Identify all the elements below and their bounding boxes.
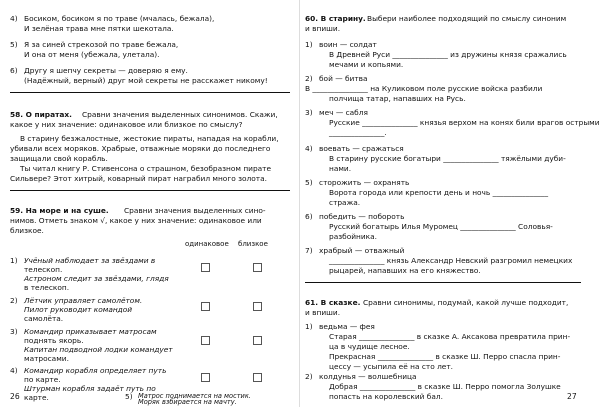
sentence-line: В старину русские богатыри _______________ тяжёлыми дуби- xyxy=(329,154,566,163)
synonym-pair: храбрый — отважный xyxy=(319,246,405,255)
exercise-61-title: 61. В сказке. xyxy=(305,298,361,307)
sentence-line: матросами. xyxy=(24,354,69,363)
sentence-line: телескоп. xyxy=(24,265,63,274)
page-spine xyxy=(299,0,300,407)
item-number: 5) xyxy=(10,40,18,49)
column-header-close: близкое xyxy=(238,240,268,248)
synonym-pair: воевать — сражаться xyxy=(319,144,404,153)
section-divider xyxy=(10,190,290,191)
sentence-line: Я за синей стрекозой по траве бежала, xyxy=(24,40,179,49)
exercise-58-text: Сильвере? Этот хитрый, коварный пират награбил много золота. xyxy=(10,174,267,183)
item-number: 4) xyxy=(10,366,18,375)
sentence-line: В Древней Руси _______________ из дружины князя сражались xyxy=(329,50,567,59)
sentence-line: полчища татар, напавших на Русь. xyxy=(329,94,466,103)
item-number: 4) xyxy=(305,144,313,153)
checkbox-close[interactable] xyxy=(253,263,262,272)
item-number: 1) xyxy=(10,256,18,265)
sentence-line: самолёта. xyxy=(24,314,64,323)
sentence-line: И зелёная трава мне пятки шекотала. xyxy=(24,24,174,33)
sentence-line: Штурман корабля задаёт путь по xyxy=(24,384,156,393)
page-number: 27 xyxy=(567,392,577,401)
exercise-58-text: В старину безжалостные, жестокие пираты, нападая на корабли, xyxy=(20,134,279,143)
exercise-60-task: и впиши. xyxy=(305,24,341,33)
sentence-line: _______________. xyxy=(329,128,387,137)
sentence-line: Капитан подводной лодки командует xyxy=(24,345,173,354)
exercise-58-task: Сравни значения выделенных синонимов. Скажи, xyxy=(82,110,278,119)
exercise-59-title: 59. На море и на суше. xyxy=(10,206,109,215)
item-number: 6) xyxy=(10,66,18,75)
sentence-line: Прекрасная _______________ в сказке Ш. Перро спасла прин- xyxy=(329,352,561,361)
item-number: 2) xyxy=(305,372,313,381)
checkbox-same[interactable] xyxy=(201,373,210,382)
item-number: 5) xyxy=(305,178,313,187)
sentence-line: Астроном следит за звёздами, глядя xyxy=(24,274,169,283)
exercise-58-title: 58. О пиратах. xyxy=(10,110,72,119)
page-number: 26 xyxy=(10,392,20,401)
sentence-line: (Надёжный, верный) друг мой секреты не расскажет никому! xyxy=(24,76,268,85)
synonym-pair: колдунья — волшебница xyxy=(319,372,417,381)
exercise-58-task: какое у них значение: одинаковое или близкое по смыслу? xyxy=(10,120,243,129)
sentence-line: Другу я шепчу секреты — доверяю я ему. xyxy=(24,66,188,75)
sentence-line: цессу — усыпила её на сто лет. xyxy=(329,362,453,371)
right-page xyxy=(305,0,600,407)
sentence-line: Старая _______________ в сказке А. Аксакова превратила прин- xyxy=(329,332,571,341)
sentence-line: попасть на королевский бал. xyxy=(329,392,443,401)
item-number: 2) xyxy=(305,74,313,83)
left-page xyxy=(0,0,280,407)
sentence-line: Матрос поднимается на мостик. xyxy=(138,392,251,400)
exercise-60-task: Выбери наиболее подходящий по смыслу синоним xyxy=(367,14,567,23)
sentence-line: _______________ князь Александр Невский разгромил немецких xyxy=(329,256,573,265)
exercise-58-text: убивали всех моряков. Храбрые, отважные моряки до последнего xyxy=(10,144,271,153)
sentence-line: поднять якорь. xyxy=(24,336,84,345)
exercise-61-task: и впиши. xyxy=(305,308,341,317)
sentence-line: по карте. xyxy=(24,375,61,384)
exercise-60-title: 60. В старину. xyxy=(305,14,366,23)
sentence-line: стража. xyxy=(329,198,361,207)
sentence-line: В _______________ на Куликовом поле русские войска разбили xyxy=(305,84,543,93)
sentence-line: Пилот руководит командой xyxy=(24,305,133,314)
synonym-pair: сторожить — охранять xyxy=(319,178,410,187)
sentence-line: карте. xyxy=(24,393,49,402)
exercise-58-text: защищали свой корабль. xyxy=(10,154,108,163)
sentence-line: Командир приказывает матросам xyxy=(24,327,157,336)
sentence-line: Ворота города или крепости день и ночь _______________ xyxy=(329,188,549,197)
sentence-line: Командир корабля определяет путь xyxy=(24,366,167,375)
sentence-line: в телескоп. xyxy=(24,283,70,292)
checkbox-close[interactable] xyxy=(253,336,262,345)
sentence-line: нами. xyxy=(329,164,352,173)
item-number: 2) xyxy=(10,296,18,305)
sentence-line: разбойника. xyxy=(329,232,378,241)
synonym-pair: ведьма — фея xyxy=(319,322,375,331)
item-number: 1) xyxy=(305,322,313,331)
item-number: 3) xyxy=(305,108,313,117)
sentence-line: Добрая _______________ в сказке Ш. Перро помогла Золушке xyxy=(329,382,561,391)
item-number: 1) xyxy=(305,40,313,49)
checkbox-same[interactable] xyxy=(201,263,210,272)
sentence-line: Лётчик управляет самолётом. xyxy=(24,296,143,305)
synonym-pair: меч — сабля xyxy=(319,108,368,117)
sentence-line: рыцарей, напавших на его княжество. xyxy=(329,266,481,275)
item-number: 5) xyxy=(125,392,133,401)
sentence-line: Босиком, босиком я по траве (мчалась, бежала), xyxy=(24,14,215,23)
item-number: 7) xyxy=(305,246,313,255)
checkbox-same[interactable] xyxy=(201,302,210,311)
exercise-61-task: Сравни синонимы, подумай, какой лучше подходит, xyxy=(363,298,569,307)
item-number: 4) xyxy=(10,14,18,23)
item-number: 3) xyxy=(10,327,18,336)
sentence-line: мечами и копьями. xyxy=(329,60,404,69)
item-number: 6) xyxy=(305,212,313,221)
synonym-pair: воин — солдат xyxy=(319,40,377,49)
checkbox-same[interactable] xyxy=(201,336,210,345)
synonym-pair: победить — побороть xyxy=(319,212,405,221)
synonym-pair: бой — битва xyxy=(319,74,368,83)
exercise-59-task: нимов. Отметь знаком √, какое у них значение: одинаковое или xyxy=(10,216,262,225)
section-divider xyxy=(10,92,290,93)
sentence-line: ца в чудище лесное. xyxy=(329,342,410,351)
sentence-line: Русский богатырь Илья Муромец _______________ Соловья- xyxy=(329,222,553,231)
exercise-58-text: Ты читал книгу Р. Стивенсона о страшном, безобразном пирате xyxy=(20,164,272,173)
exercise-59-task: Сравни значения выделенных сино- xyxy=(124,206,266,215)
sentence-line: И она от меня (убежала, улетала). xyxy=(24,50,160,59)
column-header-same: одинаковое xyxy=(185,240,229,248)
exercise-59-task: близкое. xyxy=(10,226,44,235)
section-divider xyxy=(305,282,581,283)
sentence-line: Учёный наблюдает за звёздами в xyxy=(24,256,156,265)
checkbox-close[interactable] xyxy=(253,302,262,311)
sentence-line: Русские _______________ князья верхом на конях били врагов острыми xyxy=(329,118,600,127)
checkbox-close[interactable] xyxy=(253,373,262,382)
sentence-line: Моряк взбирается на мачту. xyxy=(138,398,237,406)
